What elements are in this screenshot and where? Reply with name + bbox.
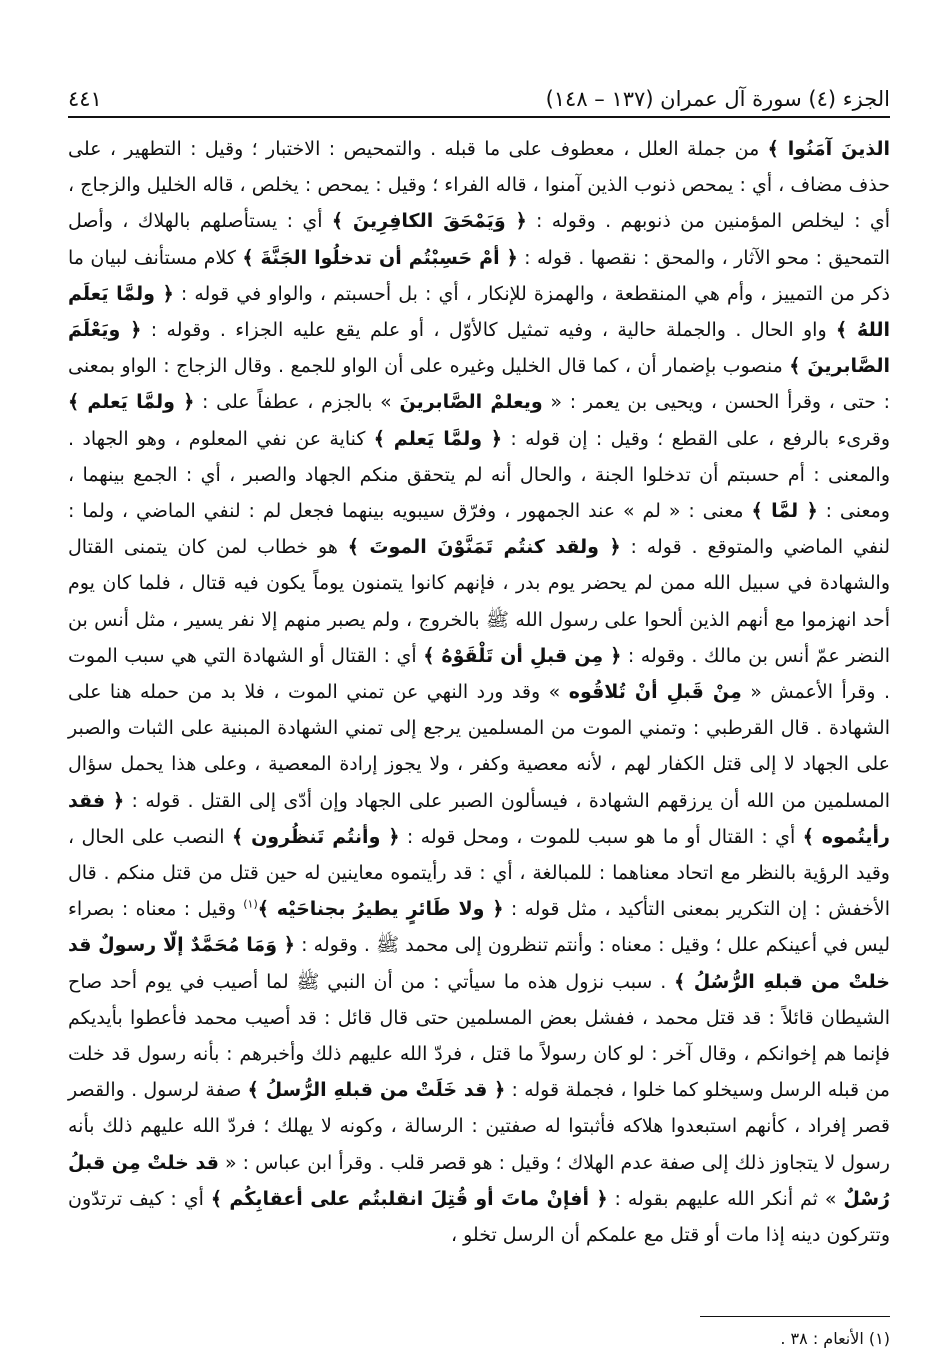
quran-quote: ﴿ وَمَا مُحَمَّدٌ إلّا رسولٌ قد خلتْ من قبلهِ الرُّسُلُ ﴾	[68, 934, 891, 993]
commentary-text: أي : يستأصلهم بالهلاك ، وأصل التمحيق : محو الآثار ، والمحق : نقصها . قوله :	[68, 210, 891, 269]
quran-quote: ﴿ ولا طَائرٍ يطيرُ بجناحَيْه ﴾	[257, 898, 504, 921]
quran-quote: قد خلتْ مِن قبلُ رُسْلٌ	[68, 1151, 890, 1210]
quran-quote: ﴿ مِن قبلِ أن تَلْقَوْهُ ﴾	[423, 644, 622, 667]
quran-quote: ﴿ وَيَمْحَقَ الكافِرِينَ ﴾	[331, 210, 527, 233]
book-page	[68, 84, 890, 1354]
commentary-text: » ثم أنكر الله عليهم بقوله :	[607, 1187, 844, 1210]
quran-quote: ﴿ لمَّا ﴾	[751, 500, 818, 523]
commentary-text: » بالجزم ، عطفاً على :	[194, 391, 400, 414]
quran-quote: ﴿ ولمَّا يَعلَم اللهُ ﴾	[68, 282, 890, 342]
quran-quote: ﴿ قد خَلَتْ من قبلهِ الرُّسلُ ﴾	[247, 1079, 506, 1102]
commentary-text: أي : كيف ترتدّون وتتركون دينه إذا مات أو قتل مع علمكم أن الرسل تخلو ،	[68, 1187, 890, 1247]
commentary-text: » وقد ورد النهي عن تمني الموت ، فلا بد من حمله هنا على الشهادة . قال القرطبي : وتمني الموت من المسلمين يرجع إلى تمني الشهادة المبنية على الثبات والصبر على الجهاد لا إلى قتل الكفار لهم ، لأنه معصية وكفر ، ولا يجوز إرادة المعصية ، وعلى هذا يحمل سؤال المسلمين من الله أن يرزقهم الشهادة ، فيسألون الصبر على الجهاد وإن أدّى إلى القتل . قوله :	[68, 681, 890, 812]
commentary-text: منصوب بإضمار أن ، كما قال الخليل وغيره على أن الواو للجمع . وقال الزجاج : الواو بمعنى : حتى ، وقرأ الحسن ، ويحيى بن يعمر : «	[68, 355, 890, 414]
commentary-text: وقيل : معناه : بصراء ليس في أعينكم علل ؛ وقيل : معناه : وأنتم تنظرون إلى محمد ﷺ . وقوله :	[68, 898, 890, 957]
commentary-text: واو الحال . والجملة حالية ، وفيه تمثيل كالأوّل ، أو علم يقع عليه الجزاء . وقوله :	[141, 319, 836, 342]
footnote: (١) الأنعام : ٣٨ .	[780, 1329, 890, 1348]
footnote-reference: (١)	[243, 897, 258, 911]
commentary-text: صفة لرسول . والقصر قصر إفراد ، كأنهم استبعدوا هلاكه فأثبتوا له صفتين : الرسالة ، وكونه لا يهلك ؛ فردّ الله عليهم ذلك بأنه رسول لا يتجاوز ذلك إلى صفة عدم الهلاك ؛ وقيل : هو قصر قلب . وقرأ ابن عباس : «	[68, 1079, 890, 1174]
commentary-text: من جملة العلل ، معطوف على ما قبله . والتمحيص : الاختبار ؛ وقيل : التطهير ، على حذف مضاف ، أي : يمحص ذنوب الذين آمنوا ، قاله الفراء ؛ وقيل : يمحص : يخلص ، قاله الخليل والزجاج ، أي : ليخلص المؤمنين من ذنوبهم . وقوله :	[68, 138, 891, 233]
quran-quote: ﴿ ولقد كنتُم تَمَنَّوْنَ الموتَ ﴾	[347, 536, 621, 559]
commentary-text: معنى : « لم » عند الجمهور ، وفرّق سيبويه بينهما فجعل لم : لنفي الماضي ، ولما : لنفي الماضي والمتوقع . قوله :	[68, 500, 890, 559]
quran-quote: مِنْ قَبلِ أنْ تُلاقُوه	[568, 681, 742, 704]
commentary-text: وقرىء بالرفع ، على القطع ؛ وقيل : إن قوله :	[502, 427, 890, 450]
commentary-text: أي : القتال أو الشهادة التي هي سبب الموت . وقرأ الأعمش «	[68, 644, 890, 704]
commentary-text: . سبب نزول هذه ما سيأتي : من أن النبي ﷺ لما أصيب في يوم أحد صاح الشيطان قائلاً : قد قتل محمد ، ففشل بعض المسلمين حتى قال قائل : قد أصيب محمد فأعطوا بأيديكم فإنما هم إخوانكم ، وقال آخر : لو كان رسولاً ما قتل ، فردّ الله عليهم ذلك وأخبرهم : بأنه رسول قد خلت من قبله الرسل وسيخلو كما خلوا ، فجملة قوله :	[68, 970, 890, 1102]
commentary-text: كلام مستأنف لبيان ما ذكر من التمييز ، وأم هي المنقطعة ، والهمزة للإنكار ، أي : بل أحسبتم ، والواو في قوله :	[68, 246, 890, 305]
quran-quote: ﴿ ويَعْلَمَ الصَّابرينَ ﴾	[68, 319, 891, 378]
page-number: ٤٤١	[68, 87, 102, 111]
quran-quote: ﴿ أفإنْ ماتَ أو قُتِلَ انقلبتُم على أعقابِكُم ﴾	[210, 1187, 608, 1210]
commentary-text: النصب على الحال ، وقيد الرؤية بالنظر مع اتحاد معناهما : للمبالغة ، أي : قد رأيتموه معاينين له حين قتل من قتل منكم . قال الأخفش : إن التكرير بمعنى التأكيد ، مثل قوله :	[68, 825, 890, 921]
quran-quote: ويعلمْ الصَّابرينَ	[399, 391, 543, 414]
commentary-text: كناية عن نفي المعلوم ، وهو الجهاد . والمعنى : أم حسبتم أن تدخلوا الجنة ، والحال أنه لم يتحقق منكم الجهاد والصبر ، أي : الجمع بينهما ، ومعنى :	[68, 427, 890, 523]
page-header	[68, 84, 890, 118]
quran-quote: ﴿ أمْ حَسِبْتُم أن تدخلُوا الجَنَّةَ ﴾	[242, 246, 518, 269]
commentary-text: أي : القتال أو ما هو سبب للموت ، ومحل قوله :	[399, 825, 803, 848]
footnote-divider	[700, 1316, 890, 1317]
running-title: الجزء (٤) سورة آل عمران (١٣٧ – ١٤٨)	[545, 87, 890, 111]
quran-quote: ﴿ ولمَّا يَعلم ﴾	[373, 427, 503, 450]
body-paragraph	[68, 131, 890, 1253]
quran-quote: الذينَ آمَنُوا ﴾	[767, 138, 890, 160]
quran-quote: ﴿ فقد رأيتُموه ﴾	[68, 789, 890, 848]
quran-quote: ﴿ ولمَّا يَعلم ﴾	[68, 391, 195, 414]
quran-quote: ﴿ وأنتُم تَنظُرون ﴾	[231, 825, 400, 848]
body-text	[68, 131, 890, 1253]
commentary-text: هو خطاب لمن كان يتمنى القتال والشهادة في سبيل الله ممن لم يحضر يوم بدر ، فإنهم كانوا يتمنون يوماً يكون فيه قتال ، فلما كان يوم أحد انهزموا مع أنهم الذين ألحوا على رسول الله ﷺ بالخروج ، ولم يصبر منهم إلا نفر يسير ، مثل أنس بن النضر عمّ أنس بن مالك . وقوله :	[68, 536, 891, 667]
